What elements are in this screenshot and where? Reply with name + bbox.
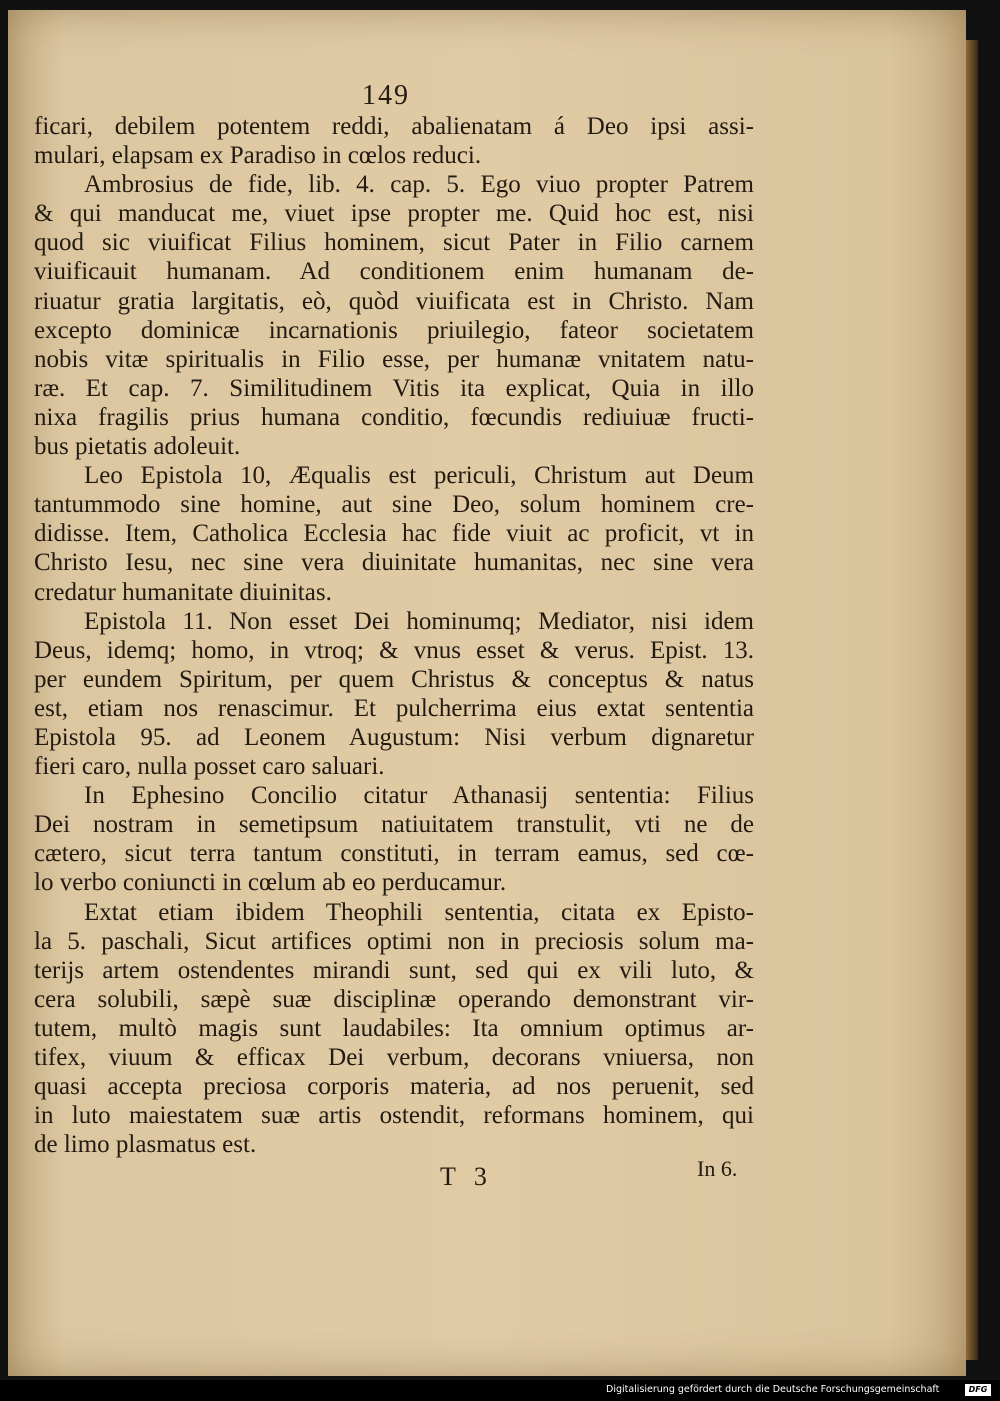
dfg-logo: DFG [965,1384,991,1396]
text-line: cætero, sicut terra tantum constituti, in terram eamus, sed cœ- [34,840,754,868]
text-line: terijs artem ostendentes mirandi sunt, sed qui ex vili luto, & [34,956,754,984]
text-line: in luto maiestatem suæ artis ostendit, reformans hominem, qui [34,1102,754,1130]
text-line: Epistola 95. ad Leonem Augustum: Nisi verbum dignaretur [34,723,754,751]
catchword: In 6. [697,1156,738,1181]
text-line: & qui manducat me, viuet ipse propter me. Quid hoc est, nisi [34,200,754,228]
text-line: tantummodo sine homine, aut sine Deo, solum hominem cre- [34,491,754,519]
text-line: tutem, multò magis sunt laudabiles: Ita omnium optimus ar- [34,1014,754,1042]
text-line: Epistola 11. Non esset Dei hominumq; Mediator, nisi idem [84,607,754,635]
page-number: 149 [362,80,410,111]
text-line: est, etiam nos renascimur. Et pulcherrima eius extat sententia [34,694,754,722]
text-line: ræ. Et cap. 7. Similitudinem Vitis ita explicat, Quia in illo [34,374,754,402]
text-line: Ambrosius de fide, lib. 4. cap. 5. Ego viuo propter Patrem [84,171,754,199]
text-line: per eundem Spiritum, per quem Christus & conceptus & natus [34,665,754,693]
text-line: credatur humanitate diuinitas. [34,578,332,606]
text-line: didisse. Item, Catholica Ecclesia hac fide viuit ac proficit, vt in [34,520,754,548]
page-edge [966,40,978,1360]
text-line: excepto dominicæ incarnationis priuilegio, fateor societatem [34,316,754,344]
text-line: nixa fragilis prius humana conditio, fœcundis rediuiuæ fructi- [34,403,754,431]
text-line: la 5. paschali, Sicut artifices optimi non in preciosis solum ma- [34,927,754,955]
text-line: Christo Iesu, nec sine vera diuinitate humanitas, nec sine vera [34,549,754,577]
text-line: nobis vitæ spiritualis in Filio esse, per humanæ vnitatem natu- [34,345,754,373]
text-line: Dei nostram in semetipsum natiuitatem transtulit, vti ne de [34,811,754,839]
text-line: riuatur gratia largitatis, eò, quòd viuificata est in Christo. Nam [34,287,754,315]
text-line: cera solubili, sæpè suæ disciplinæ operando demonstrant vir- [34,985,754,1013]
body-text [34,112,754,1159]
text-line: de limo plasmatus est. [34,1131,257,1159]
text-line: Deus, idemq; homo, in vtroq; & vnus esset & verus. Epist. 13. [34,636,754,664]
attribution-text: Digitalisierung gefördert durch die Deutsche Forschungsgemeinschaft [606,1384,940,1395]
text-line: lo verbo coniuncti in cœlum ab eo perducamur. [34,869,507,897]
text-line: quasi accepta preciosa corporis materia, ad nos peruenit, sed [34,1073,754,1101]
text-line: tifex, viuum & efficax Dei verbum, decorans vniuersa, non [34,1044,754,1071]
text-line: viuificauit humanam. Ad conditionem enim humanam de- [34,258,754,286]
text-line: fieri caro, nulla posset caro saluari. [34,753,385,781]
text-line: bus pietatis adoleuit. [34,433,241,461]
text-line: ficari, debilem potentem reddi, abalienatam á Deo ipsi assi- [34,113,754,140]
text-line: In Ephesino Concilio citatur Athanasij sententia: Filius [84,782,754,810]
text-line: Leo Epistola 10, Æqualis est periculi, Christum aut Deum [84,462,754,490]
text-line: quod sic viuificat Filius hominem, sicut Pater in Filio carnem [34,229,754,257]
text-line: Extat etiam ibidem Theophili sententia, citata ex Episto- [84,898,754,926]
signature-mark: T 3 [440,1162,493,1191]
text-line: mulari, elapsam ex Paradiso in cœlos reduci. [34,142,482,170]
